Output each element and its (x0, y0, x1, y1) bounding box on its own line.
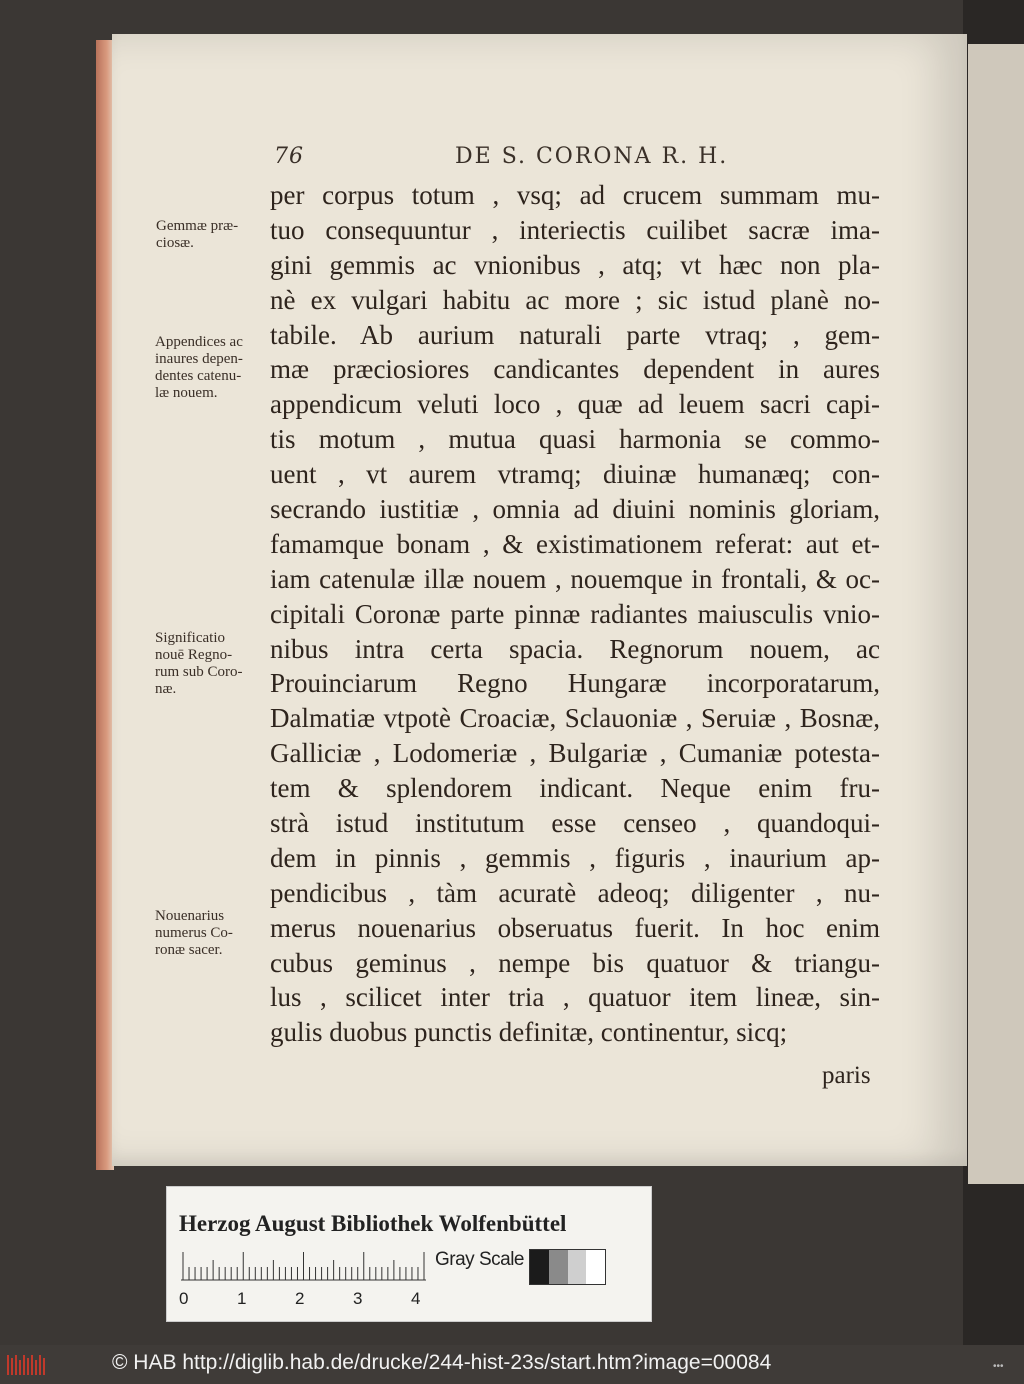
running-head: DE S. CORONA R. H. (455, 144, 729, 169)
gray-swatch (530, 1250, 549, 1284)
text-line: cipitali Coronæ parte pinnæ radiantes maiusculis vnio- (270, 598, 880, 629)
margin-note-line: nouē Regno- (155, 647, 233, 663)
hab-barcode-logo-icon (6, 1353, 46, 1377)
text-line: Dalmatiæ vtpotè Croaciæ, Sclauoniæ , Seruiæ , Bosnæ, (270, 703, 880, 734)
margin-note-gemmae (156, 218, 238, 252)
margin-note-line: ciosæ. (156, 235, 194, 251)
gray-swatch (586, 1250, 605, 1284)
text-line: lus , scilicet inter tria , quatuor item lineæ, sin- (270, 982, 880, 1013)
text-line: Galliciæ , Lodomeriæ , Bulgariæ , Cumaniæ potesta- (270, 738, 880, 769)
margin-note-line: Appendices ac (155, 334, 243, 350)
text-line: nè ex vulgari habitu ac more ; sic istud planè no- (270, 284, 880, 315)
margin-note-line: ronæ sacer. (155, 942, 223, 958)
gray-swatch (568, 1250, 587, 1284)
gray-scale-label: Gray Scale (435, 1249, 524, 1270)
margin-note-line: inaures depen- (155, 351, 243, 367)
text-line: appendicum veluti loco , quæ ad leuem sacri capi- (270, 389, 880, 420)
text-line: nibus intra certa spacia. Regnorum nouem, ac (270, 633, 880, 664)
text-line: Prouinciarum Regno Hungaræ incorporatarum, (270, 668, 880, 699)
text-line: tem & splendorem indicant. Neque enim fru- (270, 773, 880, 804)
text-line: famamque bonam , & existimationem referat: aut et- (270, 528, 880, 559)
gray-swatch (549, 1250, 568, 1284)
text-line: gulis duobus punctis definitæ, continentur, sicq; (270, 1017, 788, 1048)
margin-note-significatio (155, 630, 243, 698)
ruler (181, 1251, 426, 1281)
ruler-number: 4 (411, 1289, 421, 1308)
margin-note-nouenarius (155, 908, 233, 959)
facing-page-edge (968, 44, 1024, 1184)
margin-note-appendices (155, 334, 243, 402)
ruler-number: 3 (353, 1289, 363, 1308)
margin-note-line: Gemmæ præ- (156, 218, 239, 234)
ruler-number: 1 (237, 1289, 247, 1308)
text-line: iam catenulæ illæ nouem , nouemque in frontali, & oc- (270, 563, 880, 594)
text-line: uent , vt aurem vtramq; diuinæ humanæq; con- (270, 459, 880, 490)
margin-note-line: Significatio (155, 630, 225, 646)
gray-scale-swatches (529, 1249, 606, 1285)
text-line: strà istud institutum esse censeo , quandoqui- (270, 808, 880, 839)
text-line: pendicibus , tàm acuratè adeoq; diligenter , nu- (270, 877, 880, 908)
text-line: tuo consequuntur , interiectis cuilibet sacræ ima- (270, 214, 880, 245)
text-line: mæ præciosiores candicantes dependent in aures (270, 354, 880, 385)
text-line: merus nouenarius obseruatus fuerit. In hoc enim (270, 912, 880, 943)
text-line: tabile. Ab aurium naturali parte vtraq; , gem- (270, 319, 880, 350)
text-line: per corpus totum , vsq; ad crucem summam mu- (270, 180, 880, 210)
page-number: 76 (274, 144, 304, 169)
body-text (270, 178, 880, 1050)
margin-note-line: rum sub Coro- (155, 664, 243, 680)
text-line: gini gemmis ac vnionibus , atq; vt hæc non pla- (270, 249, 880, 280)
margin-note-line: numerus Co- (155, 925, 233, 941)
card-title: Herzog August Bibliothek Wolfenbüttel (179, 1211, 567, 1236)
margin-note-line: læ nouem. (155, 385, 218, 401)
footer-bar (0, 1345, 1024, 1384)
catchword: paris (822, 1062, 871, 1089)
text-line: cubus geminus , nempe bis quatuor & triangu- (270, 947, 880, 978)
margin-note-line: Nouenarius (155, 908, 225, 924)
ruler-number: 2 (295, 1289, 305, 1308)
margin-note-line: dentes catenu- (155, 368, 242, 384)
color-calibration-card (166, 1186, 652, 1322)
margin-note-line: næ. (155, 681, 177, 697)
text-line: secrando iustitiæ , omnia ad diuini nominis gloriam, (270, 494, 880, 525)
footer-dots: ••• (993, 1361, 1004, 1372)
text-line: dem in pinnis , gemmis , figuris , inaurium ap- (270, 842, 880, 873)
footer-url[interactable]: © HAB http://diglib.hab.de/drucke/244-hist-23s/start.htm?image=00084 (112, 1351, 772, 1374)
ruler-number: 0 (179, 1289, 189, 1308)
text-line: tis motum , mutua quasi harmonia se commo- (270, 424, 880, 455)
